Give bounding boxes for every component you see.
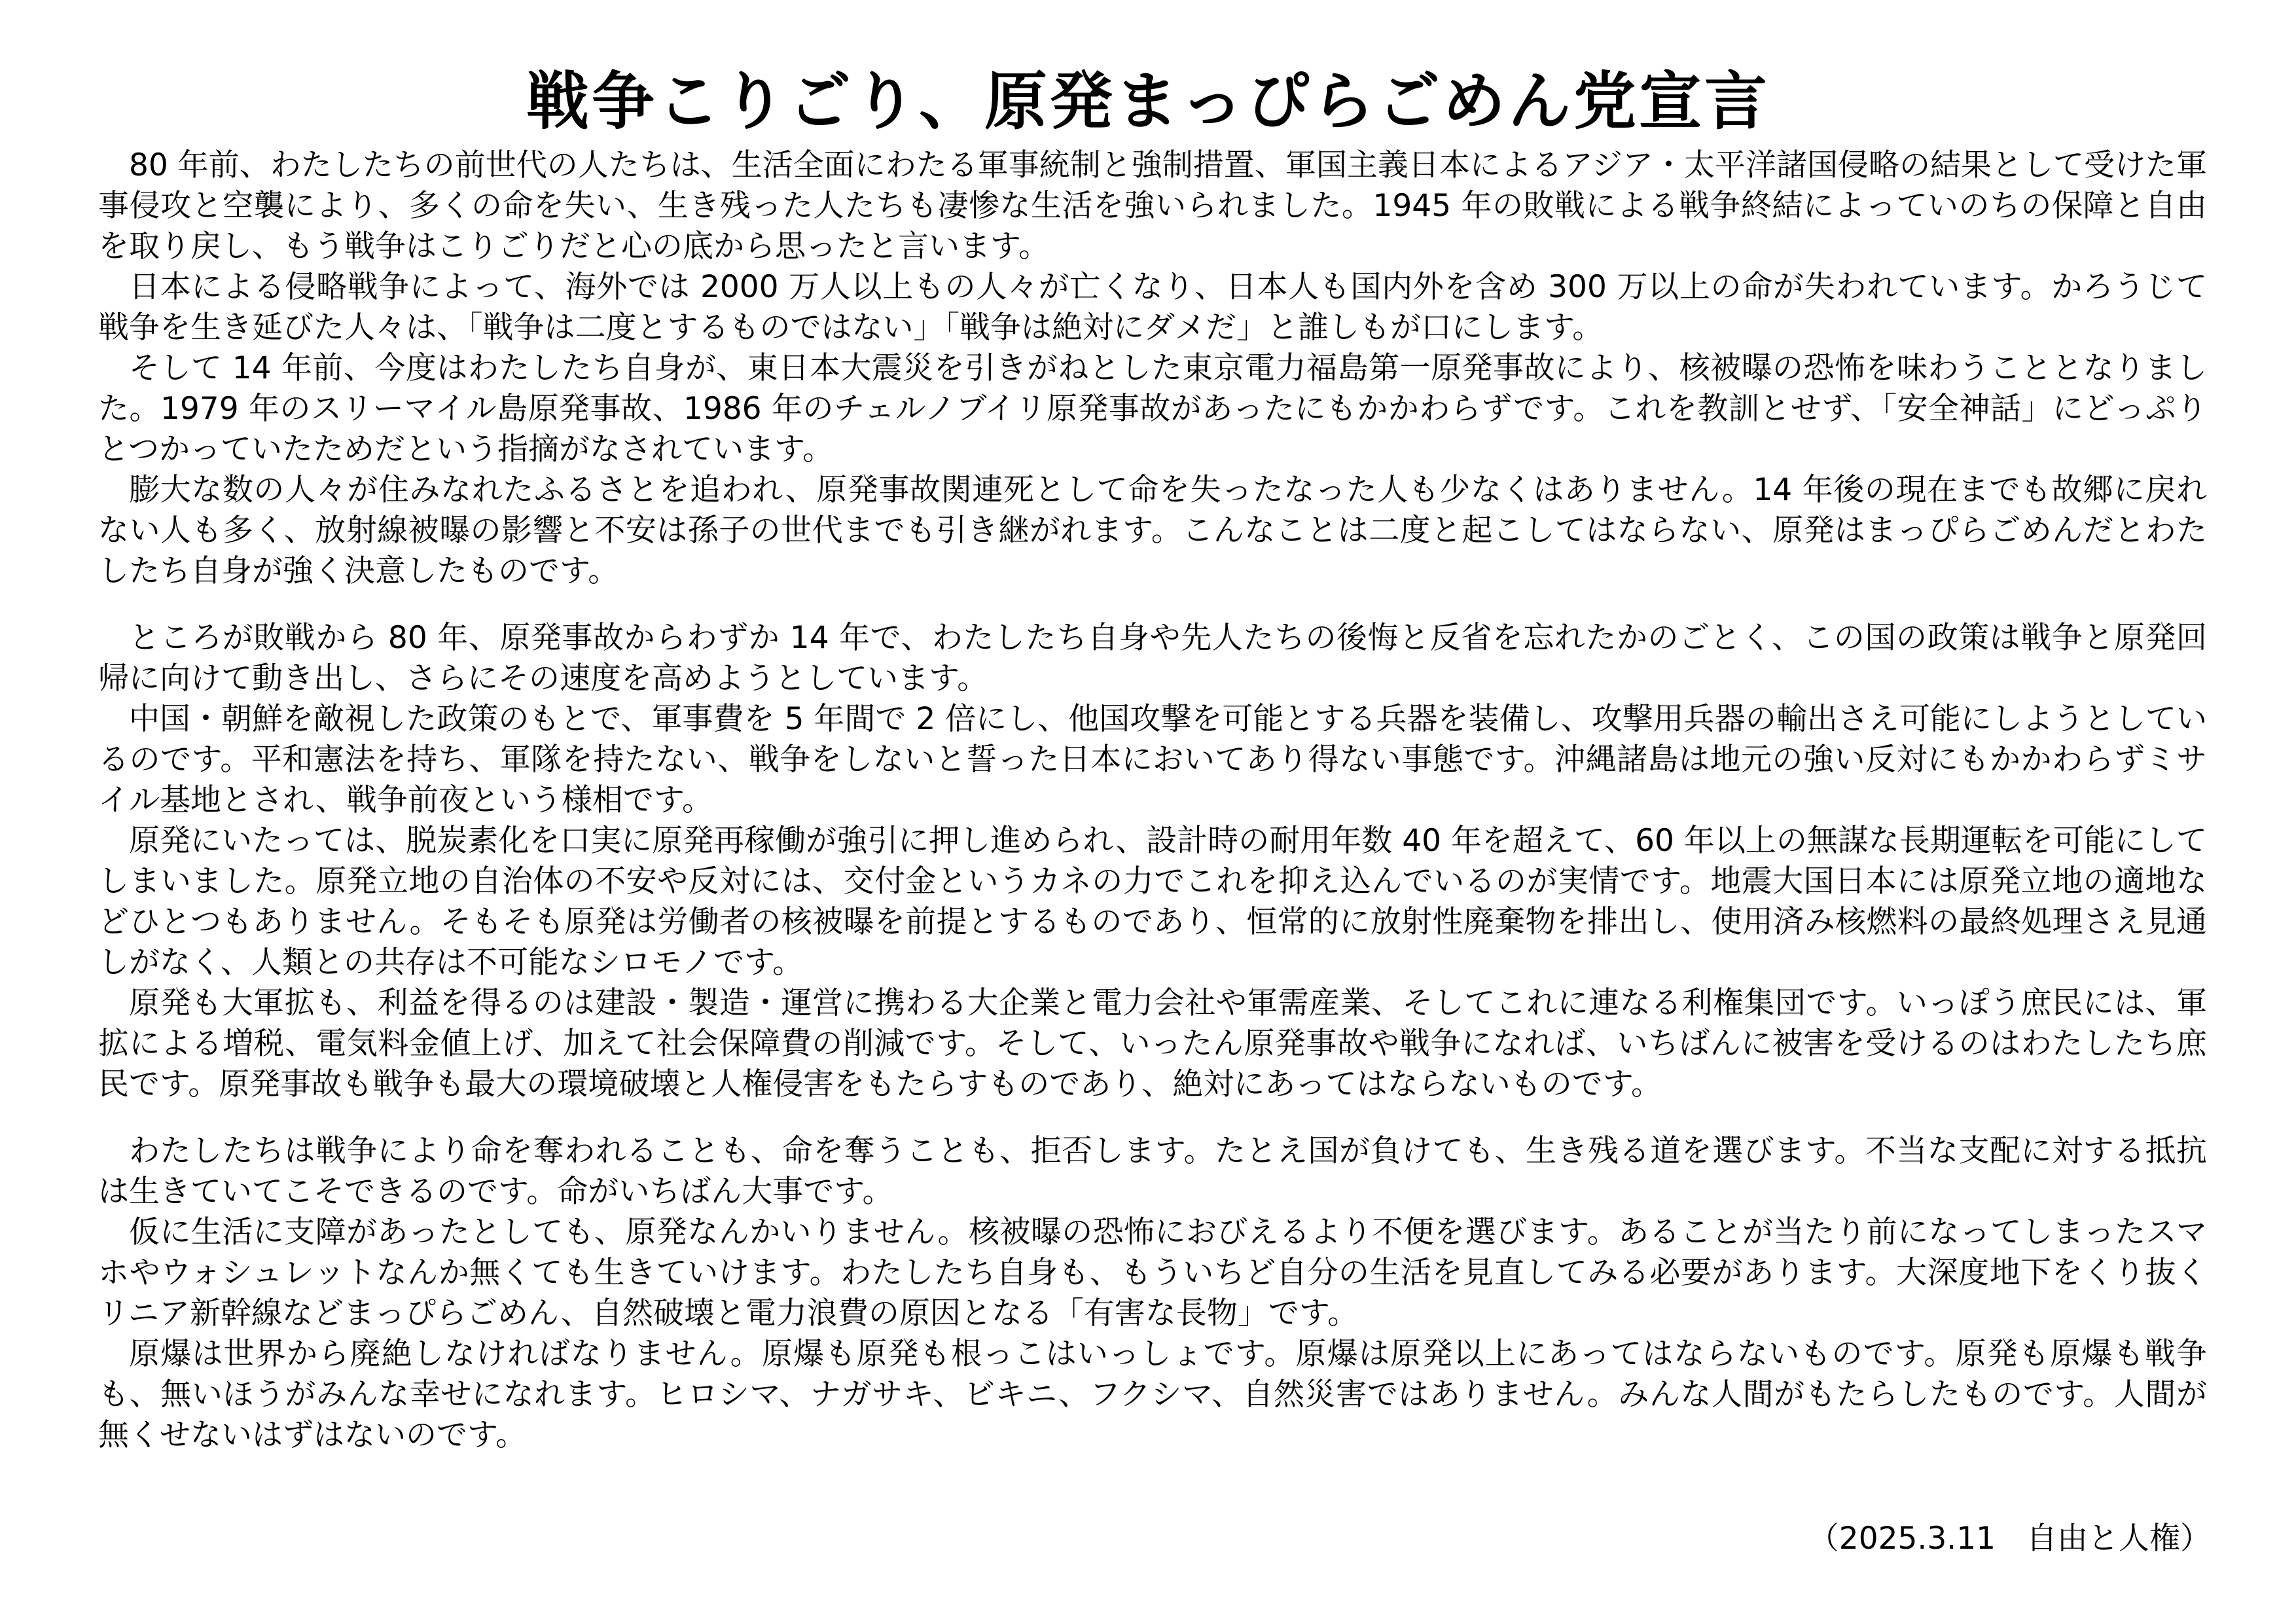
paragraph: 中国・朝鮮を敵視した政策のもとで、軍事費を 5 年間で 2 倍にし、他国攻撃を可能とする兵器を装備し、攻撃用兵器の輸出さえ可能にしようとしているのです。平和憲法を持ち、軍隊を持たない、戦争をしないと誓った日本においてあり得ない事態です。沖縄諸島は地元の強い反対にもかかわらずミサイル基地とされ、戦争前夜という様相です。 <box>98 701 2207 818</box>
paragraph: 仮に生活に支障があったとしても、原発なんかいりません。核被曝の恐怖におびえるより不便を選びます。あることが当たり前になってしまったスマホやウォシュレットなんか無くても生きていけます。わたしたち自身も、もういちど自分の生活を見直してみる必要があります。大深度地下をくり抜くリニア新幹線などまっぴらごめん、自然破壊と電力浪費の原因となる「有害な長物」です。 <box>98 1214 2207 1331</box>
section-2 <box>98 618 2207 1105</box>
paragraph: わたしたちは戦争により命を奪われることも、命を奪うことも、拒否します。たとえ国が負けても、生き残る道を選びます。不当な支配に対する抵抗は生きていてこそできるのです。命がいちばん大事です。 <box>98 1133 2207 1210</box>
section-3 <box>98 1131 2207 1456</box>
paragraph: 原発も大軍拡も、利益を得るのは建設・製造・運営に携わる大企業と電力会社や軍需産業、そしてこれに連なる利権集団です。いっぽう庶民には、軍拡による増税、電気料金値上げ、加えて社会保障費の削減です。そして、いったん原発事故や戦争になれば、いちばんに被害を受けるのはわたしたち庶民です。原発事故も戦争も最大の環境破壊と人権侵害をもたらすものであり、絶対にあってはならないものです。 <box>98 985 2207 1102</box>
paragraph: ところが敗戦から 80 年、原発事故からわずか 14 年で、わたしたち自身や先人たちの後悔と反省を忘れたかのごとく、この国の政策は戦争と原発回帰に向けて動き出し、さらにその速度を高めようとしています。 <box>98 620 2207 696</box>
paragraph: 原爆は世界から廃絶しなければなりません。原爆も原発も根っこはいっしょです。原爆は原発以上にあってはならないものです。原発も原爆も戦争も、無いほうがみんな幸せになれます。ヒロシマ、ナガサキ、ビキニ、フクシマ、自然災害ではありません。みんな人間がもたらしたものです。人間が無くせないはずはないのです。 <box>98 1336 2207 1453</box>
paragraph: 80 年前、わたしたちの前世代の人たちは、生活全面にわたる軍事統制と強制措置、軍国主義日本によるアジア・太平洋諸国侵略の結果として受けた軍事侵攻と空襲により、多くの命を失い、生き残った人たちも凄惨な生活を強いられました。1945 年の敗戦による戦争終結によっていのちの保障と自由を取り戻し、もう戦争はこりごりだと心の底から思ったと言います。 <box>98 147 2207 264</box>
section-divider <box>98 1105 2207 1131</box>
paragraph: 膨大な数の人々が住みなれたふるさとを追われ、原発事故関連死として命を失ったなった人も少なくはありません。14 年後の現在までも故郷に戻れない人も多く、放射線被曝の影響と不安は孫子の世代までも引き継がれます。こんなことは二度と起こしてはならない、原発はまっぴらごめんだとわたしたち自身が強く決意したものです。 <box>98 472 2207 589</box>
paragraph: 原発にいたっては、脱炭素化を口実に原発再稼働が強引に押し進められ、設計時の耐用年数 40 年を超えて、60 年以上の無謀な長期運転を可能にしてしまいました。原発立地の自治体の不安や反対には、交付金というカネの力でこれを抑え込んでいるのが実情です。地震大国日本には原発立地の適地などひとつもありません。そもそも原発は労働者の核被曝を前提とするものであり、恒常的に放射性廃棄物を排出し、使用済み核燃料の最終処理さえ見通しがなく、人類との共存は不可能なシロモノです。 <box>98 823 2207 981</box>
paragraph: そして 14 年前、今度はわたしたち自身が、東日本大震災を引きがねとした東京電力福島第一原発事故により、核被曝の恐怖を味わうこととなりました。1979 年のスリーマイル島原発事故、1986 年のチェルノブイリ原発事故があったにもかかわらずです。これを教訓とせず、「安全神話」にどっぷりとつかっていたためだという指摘がなされています。 <box>98 350 2207 467</box>
document-title: 戦争こりごり、原発まっぴらごめん党宣言 <box>526 65 1770 138</box>
section-1 <box>98 145 2207 592</box>
document-body <box>98 145 2207 1456</box>
paragraph: 日本による侵略戦争によって、海外では 2000 万人以上もの人々が亡くなり、日本人も国内外を含め 300 万以上の命が失われています。かろうじて戦争を生き延びた人々は、「戦争は二度とするものではない」「戦争は絶対にダメだ」と誰しもが口にします。 <box>98 269 2207 346</box>
section-divider <box>98 592 2207 618</box>
document-signature: （2025.3.11 自由と人権） <box>1808 1521 2211 1557</box>
